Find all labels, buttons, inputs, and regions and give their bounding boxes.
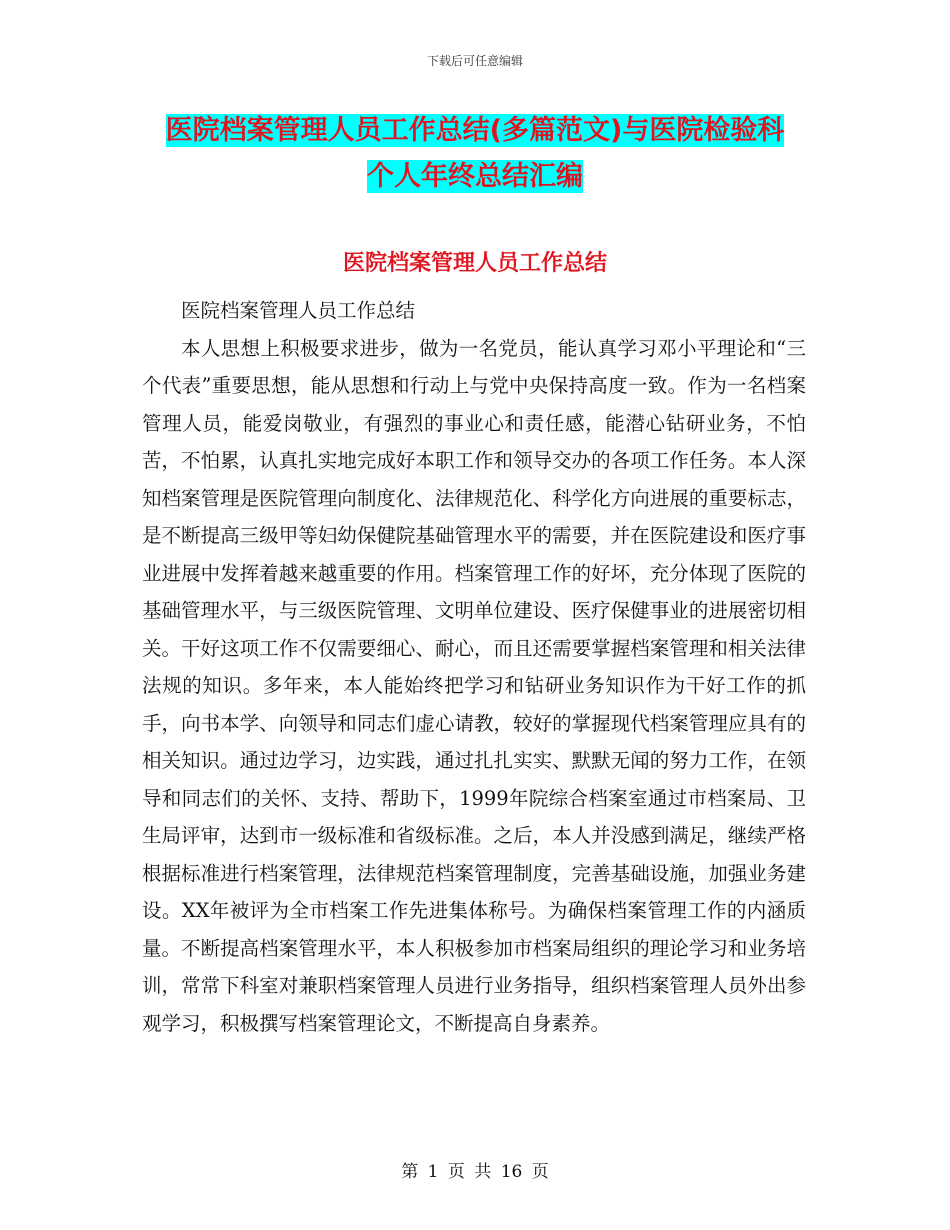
header-note: 下载后可任意编辑 [426, 54, 523, 68]
document-title [0, 108, 950, 200]
title-highlight-1: 医院档案管理人员工作总结(多篇范文)与医院检验科 [165, 115, 785, 146]
paragraph-heading: 医院档案管理人员工作总结 [181, 299, 416, 322]
title-highlight-2: 个人年终总结汇编 [367, 161, 583, 192]
section-title: 医院档案管理人员工作总结 [342, 251, 607, 276]
document-title-line-1 [0, 108, 950, 154]
page-footer: 第 1 页 共 16 页 [401, 1162, 549, 1182]
document-title-line-2 [0, 154, 950, 200]
paragraph-body: 本人思想上积极要求进步，做为一名党员，能认真学习邓小平理论和“三个代表”重要思想，能从思想和行动上与党中央保持高度一致。作为一名档案管理人员，能爱岗敬业，有强烈的事业心和责任感，能潜心钻研业务，不怕苦，不怕累，认真扎实地完成好本职工作和领导交办的各项工作任务。本人深知档案管理是医院管理向制度化、法律规范化、科学化方向进展的重要标志，是不断提高三级甲等妇幼保健院基础管理水平的需要，并在医院建设和医疗事业进展中发挥着越来越重要的作用。档案管理工作的好坏，充分体现了医院的基础管理水平，与三级医院管理、文明单位建设、医疗保健事业的进展密切相关。干好这项工作不仅需要细心、耐心，而且还需要掌握档案管理和相关法律法规的知识。多年来，本人能始终把学习和钻研业务知识作为干好工作的抓手，向书本学、向领导和同志们虚心请教，较好的掌握现代档案管理应具有的相关知识。通过边学习，边实践，通过扎扎实实、默默无闻的努力工作，在领导和同志们的关怀、支持、帮助下，1999年院综合档案室通过市档案局、卫生局评审，达到市一级标准和省级标准。之后，本人并没感到满足，继续严格根据标准进行档案管理，法律规范档案管理制度，完善基础设施，加强业务建设。XX年被评为全市档案工作先进集体称号。为确保档案管理工作的内涵质量。不断提高档案管理水平，本人积极参加市档案局组织的理论学习和业务培训，常常下科室对兼职档案管理人员进行业务指导，组织档案管理人员外出参观学习，积极撰写档案管理论文，不断提高自身素养。 [142, 336, 806, 1035]
body-text [142, 292, 806, 1042]
